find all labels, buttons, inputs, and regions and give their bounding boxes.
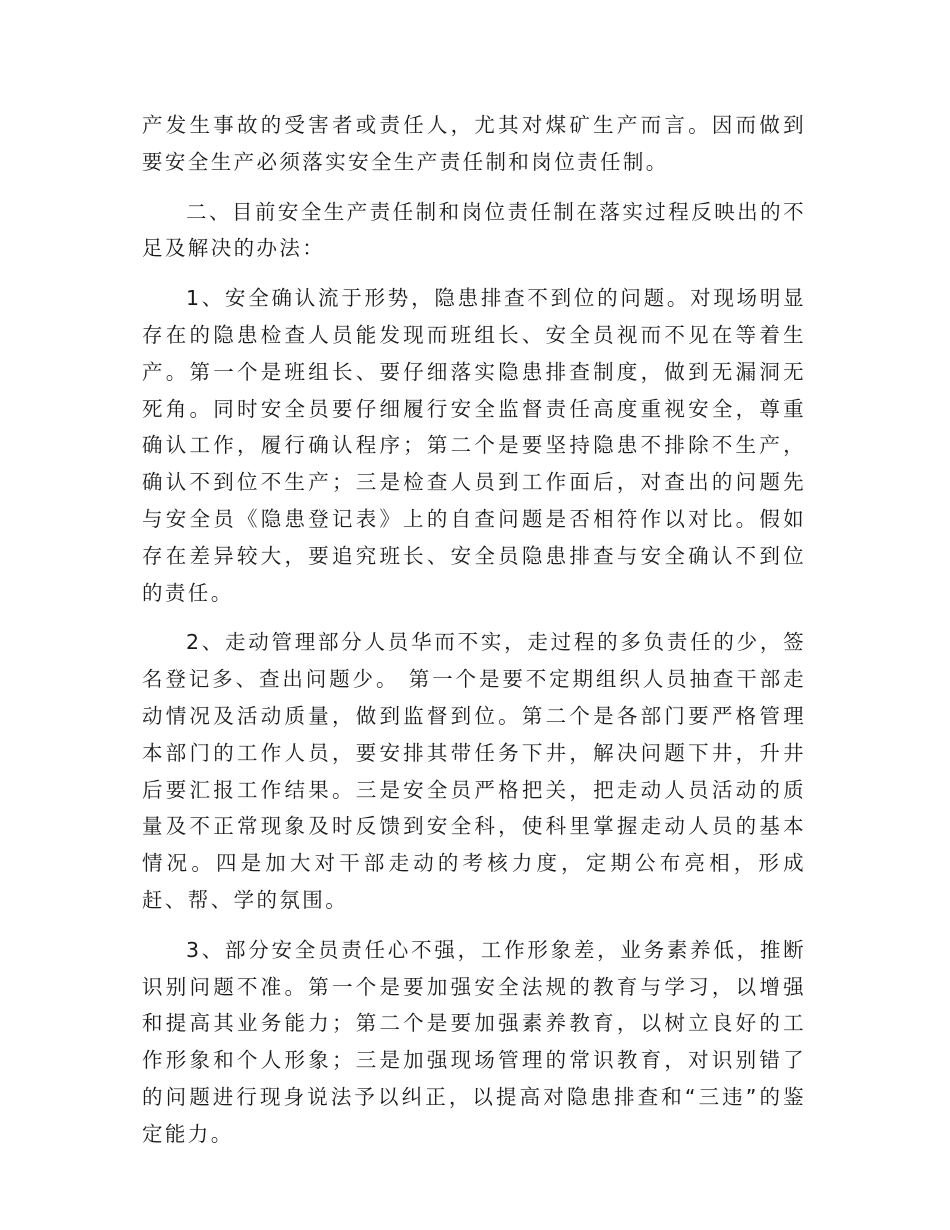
section-heading-two: 二、目前安全生产责任制和岗位责任制在落实过程反映出的不足及解决的办法：	[142, 199, 806, 261]
paragraph-item-2: 2、走动管理部分人员华而不实，走过程的多负责任的少，签名登记多、查出问题少。 第一个是要不定期组织人员抽查干部走动情况及活动质量，做到监督到位。第二个是各部门要严格管理本部门的工作人员，要安排其带任务下井，解决问题下井，升井后要汇报工作结果。三是安全员严格把关，把走动人员活动的质量及不正常现象及时反馈到安全科，使科里掌握走动人员的基本情况。四是加大对干部走动的考核力度，定期公布亮相，形成赶、帮、学的氛围。	[142, 630, 806, 912]
document-body	[142, 107, 806, 1166]
paragraph-item-1: 1、安全确认流于形势，隐患排查不到位的问题。对现场明显存在的隐患检查人员能发现而班组长、安全员视而不见在等着生产。第一个是班组长、要仔细落实隐患排查制度，做到无漏洞无死角。同时安全员要仔细履行安全监督责任高度重视安全，尊重确认工作，履行确认程序；第二个是要坚持隐患不排除不生产，确认不到位不生产；三是检查人员到工作面后，对查出的问题先与安全员《隐患登记表》上的自查问题是否相符作以对比。假如存在差异较大，要追究班长、安全员隐患排查与安全确认不到位的责任。	[142, 286, 806, 605]
paragraph-continuation: 产发生事故的受害者或责任人，尤其对煤矿生产而言。因而做到要安全生产必须落实安全生产责任制和岗位责任制。	[142, 113, 806, 174]
paragraph-item-3: 3、部分安全员责任心不强，工作形象差，业务素养低，推断识别问题不准。第一个是要加强安全法规的教育与学习，以增强和提高其业务能力；第二个是要加强素养教育，以树立良好的工作形象和个人形象；三是加强现场管理的常识教育，对识别错了的问题进行现身说法予以纠正，以提高对隐患排查和“三违”的鉴定能力。	[142, 937, 806, 1146]
